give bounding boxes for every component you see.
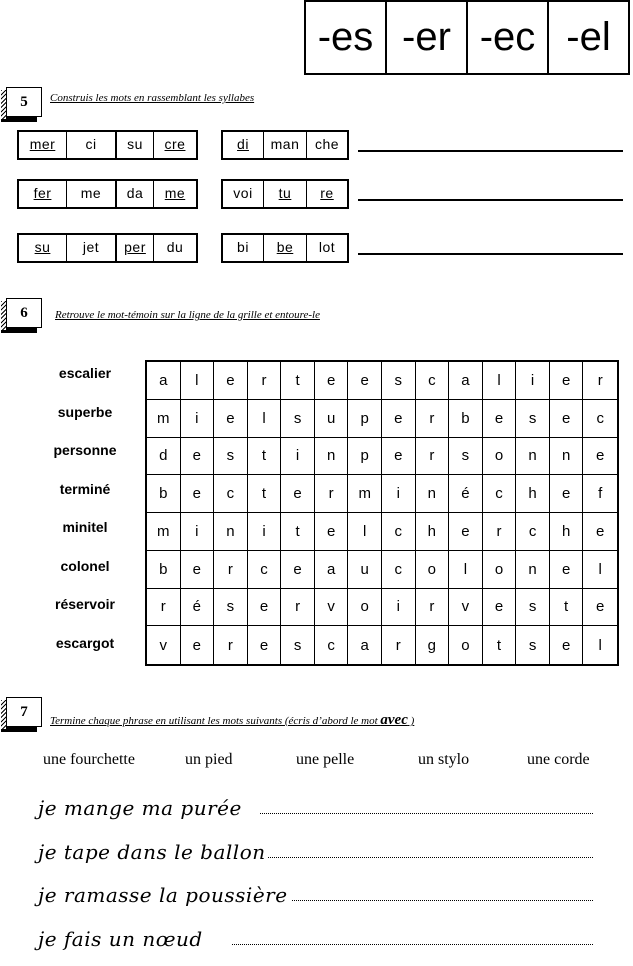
grid-letter[interactable]: o bbox=[483, 551, 517, 589]
suffix-cell: -el bbox=[566, 15, 611, 59]
syllable-cell: jet bbox=[82, 239, 100, 255]
grid-letter[interactable]: e bbox=[382, 400, 416, 438]
grid-letter[interactable]: e bbox=[550, 475, 584, 513]
grid-letter[interactable]: s bbox=[382, 362, 416, 400]
syllable-group bbox=[221, 130, 349, 160]
grid-letter[interactable]: t bbox=[483, 626, 517, 664]
grid-letter[interactable]: v bbox=[449, 589, 483, 627]
grid-letter[interactable]: t bbox=[281, 513, 315, 551]
syllable-cell: su bbox=[19, 235, 67, 261]
sentence-prompt: je ramasse la poussière bbox=[38, 883, 288, 907]
word-choice: un stylo bbox=[418, 751, 470, 768]
syllable-group bbox=[221, 233, 349, 263]
grid-letter[interactable]: s bbox=[214, 438, 248, 476]
grid-letter[interactable]: e bbox=[248, 589, 282, 627]
word-choice: une corde bbox=[527, 751, 590, 768]
grid-letter[interactable]: l bbox=[483, 362, 517, 400]
sentence-prompt: je tape dans le ballon bbox=[38, 840, 266, 864]
grid-letter[interactable]: s bbox=[281, 626, 315, 664]
syllable-group bbox=[115, 179, 198, 209]
grid-letter[interactable]: c bbox=[516, 513, 550, 551]
grid-letter[interactable]: e bbox=[449, 513, 483, 551]
syllable-group bbox=[17, 233, 117, 263]
sentence-prompt: je fais un nœud bbox=[38, 927, 203, 951]
grid-letter[interactable]: r bbox=[315, 475, 349, 513]
grid-letter[interactable]: g bbox=[416, 626, 450, 664]
grid-letter[interactable]: e bbox=[281, 551, 315, 589]
grid-letter[interactable]: r bbox=[416, 438, 450, 476]
grid-letter[interactable]: s bbox=[516, 589, 550, 627]
grid-letter[interactable]: a bbox=[147, 362, 181, 400]
grid-letter[interactable]: a bbox=[449, 362, 483, 400]
exercise-number-6: 6 bbox=[6, 298, 42, 328]
grid-letter[interactable]: n bbox=[214, 513, 248, 551]
exercise-7-instruction bbox=[50, 712, 414, 729]
grid-letter[interactable]: e bbox=[483, 400, 517, 438]
witness-word: personne bbox=[53, 442, 117, 458]
grid-letter[interactable]: r bbox=[214, 626, 248, 664]
grid-letter[interactable]: u bbox=[315, 400, 349, 438]
grid-letter[interactable]: e bbox=[181, 626, 215, 664]
grid-letter[interactable]: l bbox=[248, 400, 282, 438]
instruction-end: ) bbox=[407, 715, 415, 727]
grid-letter[interactable]: h bbox=[516, 475, 550, 513]
syllable-cell: che bbox=[314, 136, 340, 152]
sentence-prompt: je mange ma purée bbox=[38, 796, 242, 820]
syllable-group bbox=[17, 179, 117, 209]
grid-letter[interactable]: o bbox=[483, 438, 517, 476]
grid-letter[interactable]: e bbox=[214, 362, 248, 400]
grid-letter[interactable]: n bbox=[516, 438, 550, 476]
syllable-cell: be bbox=[264, 235, 307, 261]
grid-letter[interactable]: i bbox=[382, 589, 416, 627]
grid-letter[interactable]: m bbox=[147, 400, 181, 438]
grid-letter[interactable]: p bbox=[348, 400, 382, 438]
syllable-cell: da bbox=[117, 181, 154, 207]
grid-letter[interactable]: a bbox=[315, 551, 349, 589]
grid-letter[interactable]: m bbox=[348, 475, 382, 513]
grid-letter[interactable]: c bbox=[382, 551, 416, 589]
grid-letter[interactable]: c bbox=[583, 400, 617, 438]
grid-letter[interactable]: r bbox=[416, 400, 450, 438]
grid-letter[interactable]: e bbox=[315, 362, 349, 400]
grid-letter[interactable]: e bbox=[348, 362, 382, 400]
grid-letter[interactable]: v bbox=[147, 626, 181, 664]
witness-word: colonel bbox=[60, 557, 110, 574]
grid-letter[interactable]: b bbox=[147, 475, 181, 513]
answer-dotted-line[interactable] bbox=[232, 944, 593, 945]
grid-letter[interactable]: n bbox=[315, 438, 349, 476]
grid-letter[interactable]: e bbox=[181, 438, 215, 476]
grid-letter[interactable]: i bbox=[382, 475, 416, 513]
syllable-cell: lot bbox=[318, 239, 336, 255]
grid-letter[interactable]: s bbox=[516, 400, 550, 438]
syllable-cell: su bbox=[117, 132, 154, 158]
grid-letter[interactable]: v bbox=[315, 589, 349, 627]
answer-dotted-line[interactable] bbox=[260, 813, 593, 814]
witness-word: réservoir bbox=[55, 596, 115, 612]
grid-letter[interactable]: r bbox=[281, 589, 315, 627]
syllable-cell: du bbox=[166, 239, 184, 255]
grid-letter[interactable]: é bbox=[181, 589, 215, 627]
word-choice: un pied bbox=[185, 751, 233, 768]
grid-letter[interactable]: e bbox=[181, 551, 215, 589]
grid-letter[interactable]: i bbox=[181, 513, 215, 551]
grid-letter[interactable]: e bbox=[583, 438, 617, 476]
syllable-group bbox=[17, 130, 117, 160]
grid-letter[interactable]: e bbox=[181, 475, 215, 513]
grid-letter[interactable]: r bbox=[483, 513, 517, 551]
syllable-group bbox=[221, 179, 349, 209]
answer-line[interactable] bbox=[358, 253, 623, 255]
grid-letter[interactable]: l bbox=[598, 636, 602, 654]
syllable-cell: per bbox=[117, 235, 154, 261]
witness-word: escalier bbox=[58, 365, 112, 381]
grid-letter[interactable]: l bbox=[348, 513, 382, 551]
grid-letter[interactable]: s bbox=[281, 400, 315, 438]
witness-word: superbe bbox=[57, 403, 113, 420]
grid-letter[interactable]: n bbox=[516, 551, 550, 589]
grid-letter[interactable]: u bbox=[348, 551, 382, 589]
grid-letter[interactable]: b bbox=[449, 400, 483, 438]
word-choice: une pelle bbox=[296, 751, 355, 768]
syllable-cell: me bbox=[164, 185, 186, 201]
grid-letter[interactable]: r bbox=[583, 362, 617, 400]
grid-letter[interactable]: o bbox=[416, 551, 450, 589]
grid-letter[interactable]: i bbox=[248, 513, 282, 551]
grid-letter[interactable]: e bbox=[281, 475, 315, 513]
grid-letter[interactable]: é bbox=[449, 475, 483, 513]
syllable-group bbox=[115, 233, 198, 263]
grid-letter[interactable]: c bbox=[214, 475, 248, 513]
grid-letter[interactable]: r bbox=[147, 589, 181, 627]
answer-line[interactable] bbox=[358, 150, 623, 152]
grid-letter[interactable]: n bbox=[416, 475, 450, 513]
grid-letter[interactable]: e bbox=[382, 438, 416, 476]
grid-letter[interactable]: e bbox=[583, 513, 617, 551]
grid-letter[interactable]: r bbox=[382, 626, 416, 664]
grid-letter[interactable]: i bbox=[516, 362, 550, 400]
suffix-cell: -er bbox=[387, 2, 468, 73]
grid-letter[interactable]: e bbox=[248, 626, 282, 664]
syllable-cell: bi bbox=[223, 235, 264, 261]
instruction-text: Termine chaque phrase en utilisant les mots suivants (écris d’abord le mot bbox=[50, 715, 381, 727]
grid-letter[interactable]: r bbox=[416, 589, 450, 627]
grid-letter[interactable]: e bbox=[550, 362, 584, 400]
grid-letter[interactable]: e bbox=[483, 589, 517, 627]
word-search-grid bbox=[145, 360, 619, 666]
exercise-5-instruction: Construis les mots en rassemblant les syllabes bbox=[50, 92, 255, 104]
grid-letter[interactable]: f bbox=[583, 475, 617, 513]
grid-letter[interactable]: e bbox=[214, 400, 248, 438]
syllable-cell: man bbox=[264, 132, 307, 158]
answer-line[interactable] bbox=[358, 199, 623, 201]
witness-word: escargot bbox=[55, 634, 115, 651]
exercise-6-instruction: Retrouve le mot-témoin sur la ligne de la grille et entoure-le bbox=[55, 309, 320, 321]
grid-letter[interactable]: t bbox=[281, 362, 315, 400]
grid-letter[interactable]: l bbox=[449, 551, 483, 589]
grid-letter[interactable]: d bbox=[147, 438, 181, 476]
grid-letter[interactable]: h bbox=[416, 513, 450, 551]
grid-letter[interactable]: c bbox=[483, 475, 517, 513]
grid-letter[interactable]: o bbox=[449, 626, 483, 664]
grid-letter[interactable]: t bbox=[248, 438, 282, 476]
syllable-cell: ci bbox=[85, 136, 97, 152]
grid-letter[interactable]: s bbox=[214, 589, 248, 627]
grid-letter[interactable]: r bbox=[248, 362, 282, 400]
suffix-cell: -es bbox=[306, 2, 387, 73]
syllable-cell: re bbox=[320, 185, 334, 201]
grid-letter[interactable]: m bbox=[147, 513, 181, 551]
grid-letter[interactable]: t bbox=[248, 475, 282, 513]
grid-letter[interactable]: s bbox=[449, 438, 483, 476]
suffix-table bbox=[304, 0, 630, 75]
grid-letter[interactable]: e bbox=[550, 626, 584, 664]
syllable-cell: fer bbox=[19, 181, 67, 207]
grid-letter[interactable]: i bbox=[281, 438, 315, 476]
word-choice: une fourchette bbox=[43, 751, 135, 768]
grid-letter[interactable]: e bbox=[550, 400, 584, 438]
syllable-cell: mer bbox=[19, 132, 67, 158]
grid-letter[interactable]: e bbox=[583, 589, 617, 627]
grid-letter[interactable]: c bbox=[416, 362, 450, 400]
grid-letter[interactable]: i bbox=[181, 400, 215, 438]
grid-letter[interactable]: o bbox=[348, 589, 382, 627]
grid-letter[interactable]: r bbox=[214, 551, 248, 589]
grid-letter[interactable]: t bbox=[550, 589, 584, 627]
grid-letter[interactable]: c bbox=[248, 551, 282, 589]
syllable-cell: cre bbox=[164, 136, 186, 152]
grid-letter[interactable]: e bbox=[315, 513, 349, 551]
grid-letter[interactable]: n bbox=[550, 438, 584, 476]
syllable-group bbox=[115, 130, 198, 160]
syllable-cell: me bbox=[80, 185, 102, 201]
answer-dotted-line[interactable] bbox=[292, 900, 593, 901]
witness-word: terminé bbox=[59, 480, 111, 497]
instruction-keyword: avec bbox=[380, 712, 408, 728]
grid-letter[interactable]: s bbox=[516, 626, 550, 664]
grid-letter[interactable]: l bbox=[181, 362, 215, 400]
grid-letter[interactable]: c bbox=[315, 626, 349, 664]
exercise-number-5: 5 bbox=[6, 87, 42, 117]
grid-letter[interactable]: e bbox=[550, 551, 584, 589]
witness-word: minitel bbox=[62, 519, 108, 535]
grid-letter[interactable]: p bbox=[348, 438, 382, 476]
syllable-cell: di bbox=[223, 132, 264, 158]
grid-letter[interactable]: l bbox=[583, 551, 617, 589]
grid-letter[interactable]: c bbox=[382, 513, 416, 551]
syllable-cell: voi bbox=[223, 181, 264, 207]
answer-dotted-line[interactable] bbox=[268, 857, 593, 858]
grid-letter[interactable]: h bbox=[550, 513, 584, 551]
exercise-number-7: 7 bbox=[6, 697, 42, 727]
grid-letter[interactable]: b bbox=[147, 551, 181, 589]
syllable-cell: tu bbox=[264, 181, 307, 207]
suffix-cell: -ec bbox=[468, 2, 549, 73]
grid-letter[interactable]: a bbox=[348, 626, 382, 664]
